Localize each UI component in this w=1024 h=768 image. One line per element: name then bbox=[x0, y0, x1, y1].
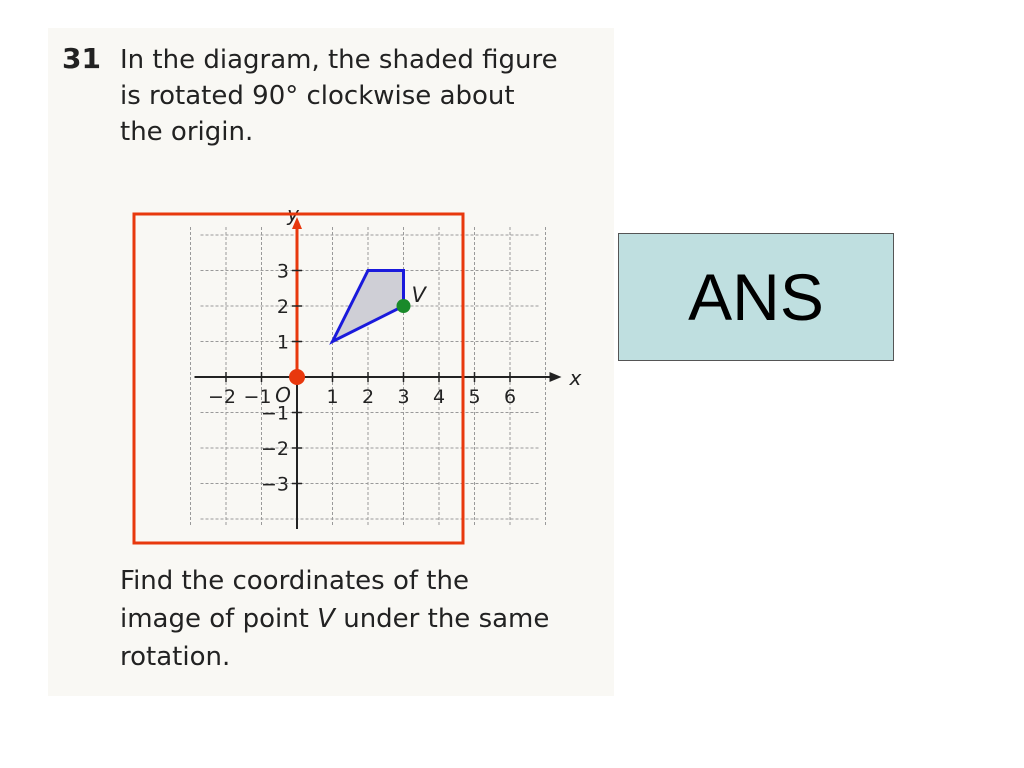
question-line-1: In the diagram, the shaded figure bbox=[120, 45, 558, 75]
origin-point bbox=[289, 369, 305, 385]
origin-label: O bbox=[275, 383, 291, 407]
question-number: 31 bbox=[62, 42, 101, 75]
follow-line-2 bbox=[120, 600, 600, 638]
follow-up-text bbox=[120, 562, 600, 676]
x-axis-arrow bbox=[550, 372, 562, 382]
follow-line-2-start: image of point bbox=[120, 604, 318, 634]
y-tick-label: 1 bbox=[276, 331, 289, 354]
answer-button[interactable]: ANS bbox=[618, 233, 894, 361]
x-tick-label: 6 bbox=[503, 386, 517, 408]
y-tick-label: 3 bbox=[276, 260, 289, 283]
axis-labels bbox=[208, 202, 582, 496]
x-tick-label: −2 bbox=[207, 386, 237, 408]
y-tick-label: 2 bbox=[276, 296, 289, 318]
y-tick-label: −3 bbox=[260, 473, 289, 496]
axes bbox=[195, 217, 562, 529]
point-v-label: V bbox=[411, 283, 426, 307]
x-tick-label: 1 bbox=[326, 386, 339, 408]
y-tick-label: −2 bbox=[260, 438, 289, 460]
y-axis-label: y bbox=[287, 202, 299, 226]
y-tick-label: −1 bbox=[260, 402, 289, 425]
follow-line-1: Find the coordinates of the bbox=[120, 566, 469, 596]
x-tick-label: 3 bbox=[397, 386, 410, 408]
x-tick-label: 5 bbox=[468, 386, 481, 408]
point-name: V bbox=[317, 604, 335, 634]
question-line-2: is rotated 90° clockwise about bbox=[120, 81, 515, 111]
x-tick-label: −1 bbox=[243, 386, 272, 408]
follow-line-3: rotation. bbox=[120, 642, 231, 672]
point-v bbox=[397, 299, 411, 313]
x-axis-label: x bbox=[569, 366, 582, 390]
question-line-3: the origin. bbox=[120, 117, 254, 147]
x-tick-label: 4 bbox=[432, 386, 446, 408]
x-tick-label: 2 bbox=[361, 386, 375, 408]
follow-line-2-end: under the same bbox=[334, 604, 550, 634]
